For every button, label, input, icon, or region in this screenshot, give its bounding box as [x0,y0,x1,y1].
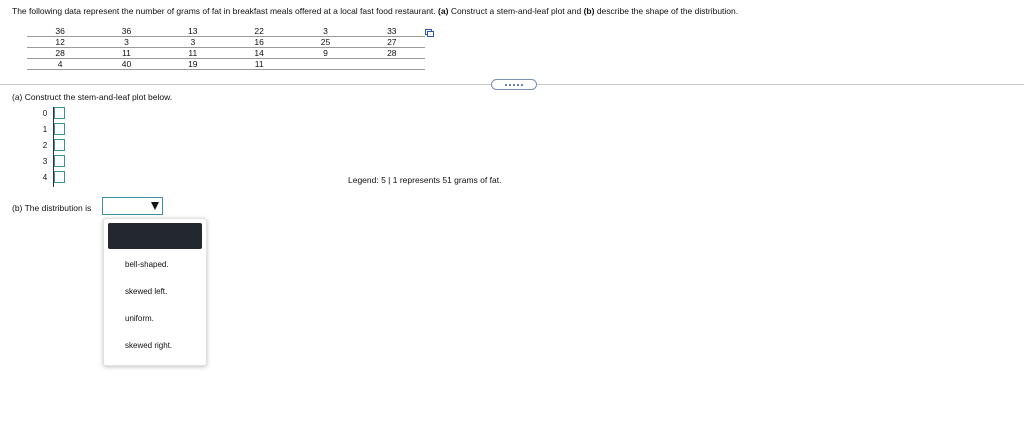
leaf-input-4[interactable] [54,171,65,183]
dropdown-arrow-icon[interactable] [151,202,159,210]
table-cell: 36 [93,26,159,37]
question-mid: Construct a stem-and-leaf plot and [450,6,582,16]
table-cell: 11 [160,48,226,59]
table-cell: 13 [160,26,226,37]
table-cell: 33 [359,26,425,37]
table-cell: 28 [27,48,93,59]
table-cell: 11 [93,48,159,59]
leaf-input-1[interactable] [54,123,65,135]
table-cell: 22 [226,26,292,37]
table-cell: 40 [93,59,159,70]
table-cell: 3 [93,37,159,48]
table-cell [359,59,425,70]
more-icon[interactable] [491,79,537,90]
leaf-input-2[interactable] [54,139,65,151]
stem-label: 3 [42,157,48,166]
table-row [27,26,425,37]
dropdown-menu [103,218,207,366]
stem-label: 1 [42,125,48,134]
table-cell: 19 [160,59,226,70]
table-cell: 9 [292,48,358,59]
data-table [27,26,425,70]
copy-icon[interactable] [425,29,434,37]
part-a-label: (a) Construct the stem-and-leaf plot below. [12,92,173,102]
table-cell: 12 [27,37,93,48]
table-cell: 28 [359,48,425,59]
leaf-input-3[interactable] [54,155,65,167]
menu-option[interactable]: skewed left. [125,287,168,296]
stem-label: 4 [42,173,48,182]
menu-option[interactable]: uniform. [125,314,154,323]
distribution-dropdown[interactable] [102,197,163,215]
table-cell: 14 [226,48,292,59]
table-cell [292,59,358,70]
table-row [27,48,425,59]
table-cell: 4 [27,59,93,70]
stem-label: 2 [42,141,48,150]
table-cell: 3 [292,26,358,37]
question-end: describe the shape of the distribution. [596,6,739,16]
table-cell: 11 [226,59,292,70]
menu-option[interactable]: skewed right. [125,341,173,350]
part-b-label: (b) The distribution is [12,203,92,213]
menu-option[interactable]: bell-shaped. [125,260,169,269]
table-cell: 3 [160,37,226,48]
table-row [27,59,425,70]
table-cell: 25 [292,37,358,48]
table-cell: 27 [359,37,425,48]
table-cell: 16 [226,37,292,48]
legend-text: Legend: 5 | 1 represents 51 grams of fat. [348,175,502,185]
table-cell: 36 [27,26,93,37]
question-part-b-tag: (b) [583,6,595,16]
question-part-a-tag: (a) [438,6,449,16]
leaf-input-0[interactable] [54,107,65,119]
question-intro: The following data represent the number of grams of fat in breakfast meals offered at a local fast food restaurant. [12,6,436,16]
table-row [27,37,425,48]
stem-label: 0 [42,109,48,118]
question-text [12,6,738,16]
menu-option-blank[interactable] [108,223,202,249]
